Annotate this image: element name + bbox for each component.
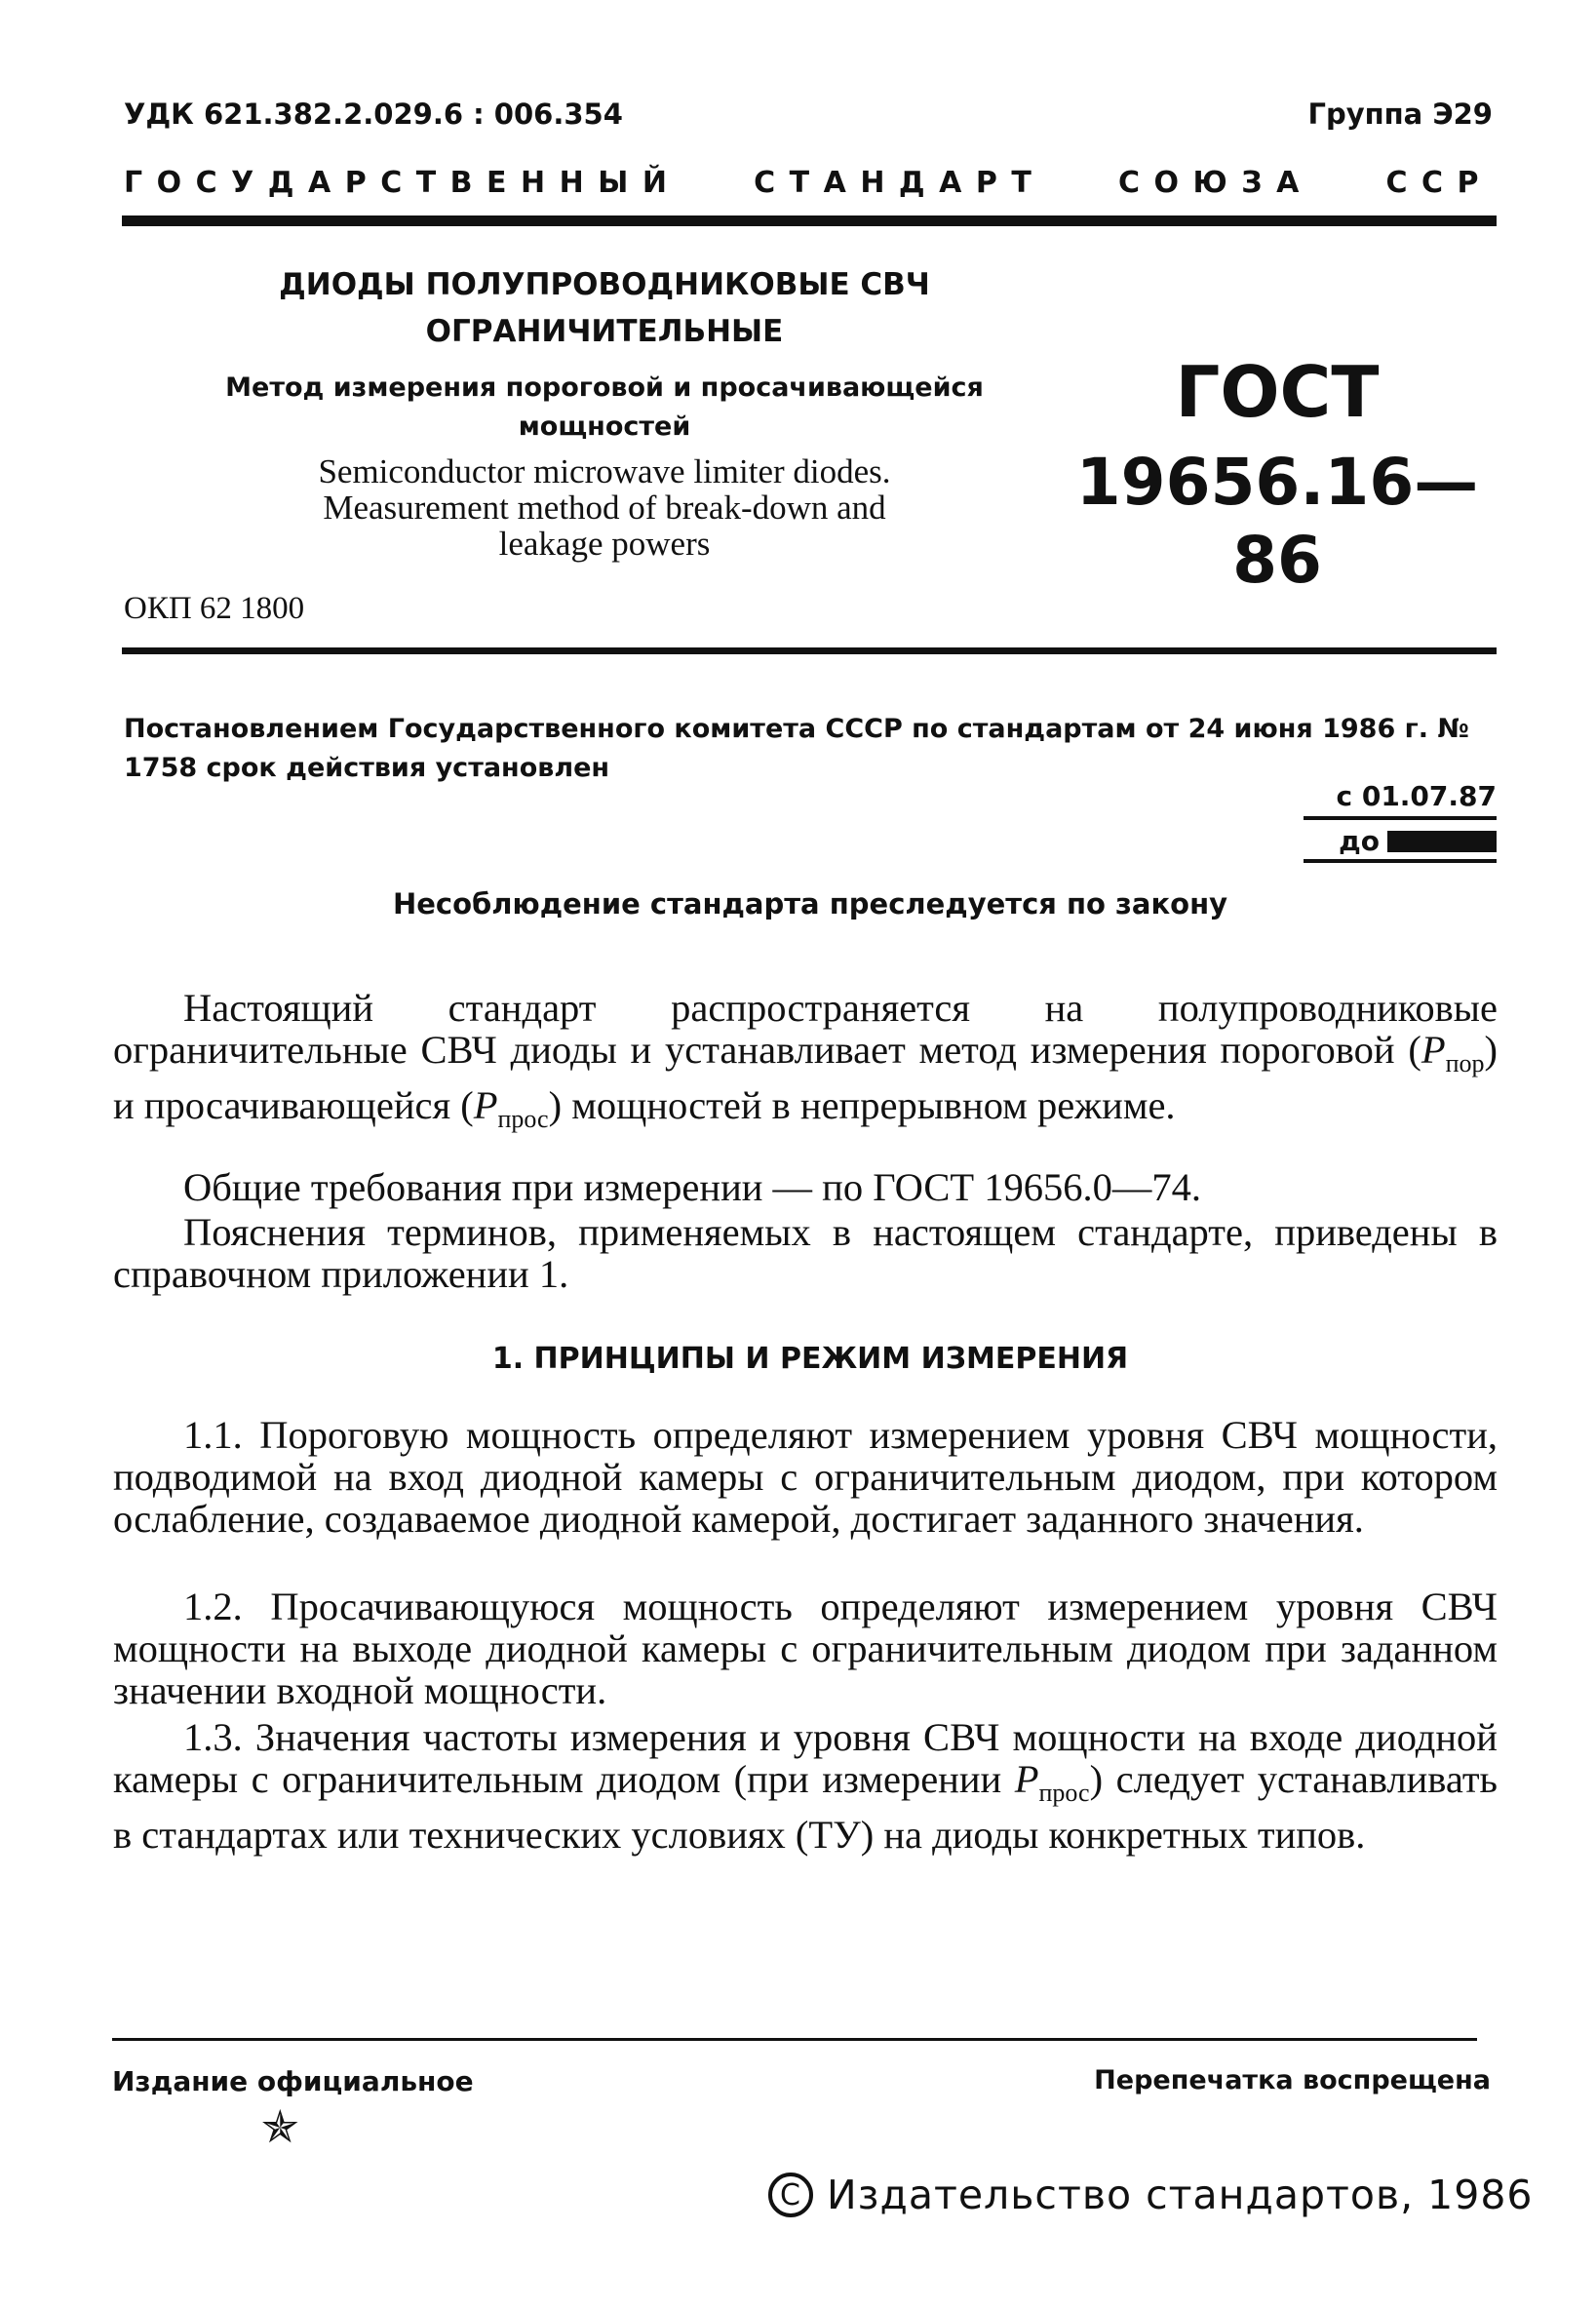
banner-word: ССР [1385,166,1493,200]
clause-1-1: 1.1. Пороговую мощность определяют измерением уровня СВЧ мощности, подводимой на вход диодной камеры с ограничительным диодом, при котором ослабление, создаваемое диодной камерой, достигает заданного значения. [113,1413,1498,1541]
legal-warning: Несоблюдение стандарта преследуется по закону [392,887,1228,920]
title-line: ДИОДЫ ПОЛУПРОВОДНИКОВЫЕ СВЧ [279,267,930,302]
title-line: ОГРАНИЧИТЕЛЬНЫЕ [425,314,784,349]
publisher-line [768,2172,1534,2218]
subtitle-line: мощностей [518,411,691,442]
subscript-por: пор [1445,1049,1485,1078]
subtitle-line: Метод измерения пороговой и просачивающейся [225,372,984,403]
text-run: 1.3. Значения частоты измерения и уровня СВЧ мощности на входе диодной камеры с ограничительным диодом (при измерении [113,1715,1498,1801]
reprint-note: Перепечатка воспрещена [1094,2065,1491,2095]
clause-1-3 [113,1716,1498,1856]
title-rule [122,647,1497,654]
validity-to [1339,825,1497,857]
text-run: ) следует устанавливать в стандартах или технических условиях (ТУ) на диоды конкретных типов. [113,1757,1498,1858]
publisher-name: Издательство стандартов, 1986 [827,2172,1534,2218]
gost-label: ГОСТ [1175,351,1380,433]
clause-1-2: 1.2. Просачивающуюся мощность определяют измерением уровня СВЧ мощности на выходе диодной камеры с ограничительным диодом при заданном значении входной мощности. [113,1585,1498,1712]
title-en-line: leakage powers [498,525,711,563]
validity-from-underline [1304,816,1497,820]
group-code: Группа Э29 [1307,98,1493,131]
star-icon: ✯ [261,2100,299,2153]
banner-word: ГОСУДАРСТВЕННЫЙ [124,166,681,200]
intro-paragraph [113,987,1498,1140]
text-run: ) мощностей в непрерывном режиме. [548,1083,1176,1128]
validity-to-underline [1304,859,1497,863]
title-en-line: Semiconductor microwave limiter diodes. [318,452,891,490]
document-title-en [156,453,1053,562]
validity-from: с 01.07.87 [1336,780,1497,812]
general-requirements-paragraph: Общие требования при измерении — по ГОСТ 19656.0—74. [183,1165,1202,1209]
symbol-p: P [1421,1028,1446,1072]
copyright-icon: C [768,2173,813,2217]
edition-note: Издание официальное [112,2065,474,2097]
okp-code: ОКП 62 1800 [124,591,305,626]
terms-paragraph: Пояснения терминов, применяемых в настоящем стандарте, приведены в справочном приложении 1. [113,1210,1498,1296]
subscript-pros: прос [497,1105,549,1134]
validity-to-prefix: до [1339,825,1380,857]
symbol-p: P [1014,1757,1039,1801]
footer-rule [112,2038,1477,2041]
text-run: ) и просачивающейся ( [113,1028,1498,1128]
document-subtitle-ru [156,369,1053,447]
section-heading: 1. ПРИНЦИПЫ И РЕЖИМ ИЗМЕРЕНИЯ [491,1342,1129,1376]
redacted-date [1387,831,1497,852]
udk-code: УДК 621.382.2.029.6 : 006.354 [124,98,623,131]
decree-text: Постановлением Государственного комитета СССР по стандартам от 24 июня 1986 г. № 1758 срок действия установлен [124,714,1469,783]
subscript-pros: прос [1038,1779,1090,1808]
header-rule [122,215,1497,226]
text-run: Настоящий стандарт распространяется на полупроводниковые ограничительные СВЧ диоды и устанавливает метод измерения пороговой ( [113,986,1498,1072]
state-standard-banner [124,166,1493,200]
symbol-p: P [473,1083,498,1128]
title-en-line: Measurement method of break-down and [323,489,886,527]
banner-word: СТАНДАРТ [754,166,1046,200]
gost-number: 19656.16—86 [1075,445,1479,598]
banner-word: СОЮЗА [1118,166,1313,200]
document-title-ru [156,261,1053,355]
